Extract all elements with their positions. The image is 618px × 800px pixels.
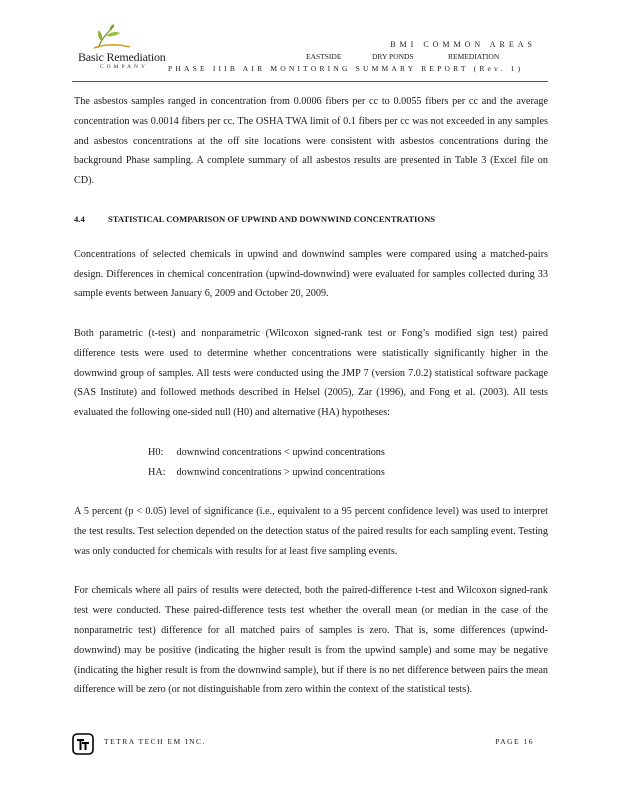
header-report-title: PHASE IIIB AIR MONITORING SUMMARY REPORT (Rev. 1) bbox=[168, 64, 524, 73]
header-rule bbox=[72, 81, 548, 82]
header-part-remediation: REMEDIATION bbox=[448, 52, 500, 61]
footer-page-number: PAGE 16 bbox=[495, 737, 534, 746]
paragraph-paired-difference: For chemicals where all pairs of results were detected, both the paired-difference t-test and Wilcoxon signed-rank test were conducted. These paired-difference tests test whether the overall mean (or median in the case of the nonparametric test) difference for all matched pairs of samples is zero. That is, some differences (upwind-downwind) may be positive (indicating the higher result is from the upwind sample) and some may be negative (indicating the higher result is from the downwind sample), but if there is no net difference between pairs the mean difference will be zero (or not distinguishable from zero within the context of the statistical tests). bbox=[74, 585, 548, 696]
footer-company: TETRA TECH EM INC. bbox=[104, 737, 206, 746]
hypothesis-null-text: downwind concentrations < upwind concentrations bbox=[176, 446, 385, 458]
paragraph-matched-pairs: Concentrations of selected chemicals in upwind and downwind samples were compared using a matched-pairs design. Differences in chemical concentration (upwind-downwind) were evaluated for samples collected during 33 sample events between January 6, 2009 and October 20, 2009. bbox=[74, 248, 548, 300]
hypothesis-null-label: H0: bbox=[148, 446, 164, 458]
page-footer bbox=[72, 731, 548, 755]
header-project-title: BMI COMMON AREAS bbox=[390, 40, 536, 49]
leaf-logo-icon bbox=[92, 24, 132, 50]
header-part-dry-ponds: DRY PONDS bbox=[372, 52, 414, 61]
page-header bbox=[0, 0, 618, 90]
paragraph-test-methods: Both parametric (t-test) and nonparametric (Wilcoxon signed-rank test or Fong’s modified sign test) paired difference tests were used to determine whether concentrations were statistically significantly higher in the downwind group of samples. All tests were conducted using the JMP 7 (version 7.0.2) statistical software package (SAS Institute) and followed methods described in Helsel (2005), Zar (1996), and Fong et al. (2003). All tests evaluated the following one-sided null (H0) and alternative (HA) hypotheses: bbox=[74, 327, 548, 419]
hypothesis-alt-text: downwind concentrations > upwind concentrations bbox=[176, 466, 385, 478]
section-title: STATISTICAL COMPARISON OF UPWIND AND DOWNWIND CONCENTRATIONS bbox=[108, 213, 436, 224]
paragraph-asbestos-results: The asbestos samples ranged in concentration from 0.0006 fibers per cc to 0.0055 fibers per cc and the average concentration was 0.0014 fibers per cc. The OSHA TWA limit of 0.1 fibers per cc was not exceeded in any samples and asbestos concentrations at the off site locations were consistent with asbestos concentrations during the background Phase sampling. A complete summary of all asbestos results are presented in Table 3 (Excel file on CD). bbox=[74, 96, 548, 187]
logo-name: Basic Remediation bbox=[78, 50, 166, 64]
hypothesis-alt-label: HA: bbox=[148, 466, 166, 478]
section-number: 4.4 bbox=[74, 213, 85, 224]
tetra-tech-logo-icon bbox=[72, 733, 94, 755]
hypothesis-null bbox=[148, 443, 548, 463]
hypothesis-alternative bbox=[148, 463, 548, 483]
paragraph-significance: A 5 percent (p < 0.05) level of significance (i.e., equivalent to a 95 percent confidence level) was used to interpret the test results. Test selection depended on the detection status of the paired results for each sampling event. Testing was only conducted for chemicals with results for at least five sampling events. bbox=[74, 506, 548, 557]
hypotheses-block bbox=[148, 443, 548, 483]
header-part-eastside: EASTSIDE bbox=[306, 52, 342, 61]
company-logo bbox=[78, 24, 168, 76]
page-body bbox=[74, 92, 548, 720]
section-heading bbox=[74, 210, 548, 230]
logo-subtitle: COMPANY bbox=[100, 64, 149, 70]
